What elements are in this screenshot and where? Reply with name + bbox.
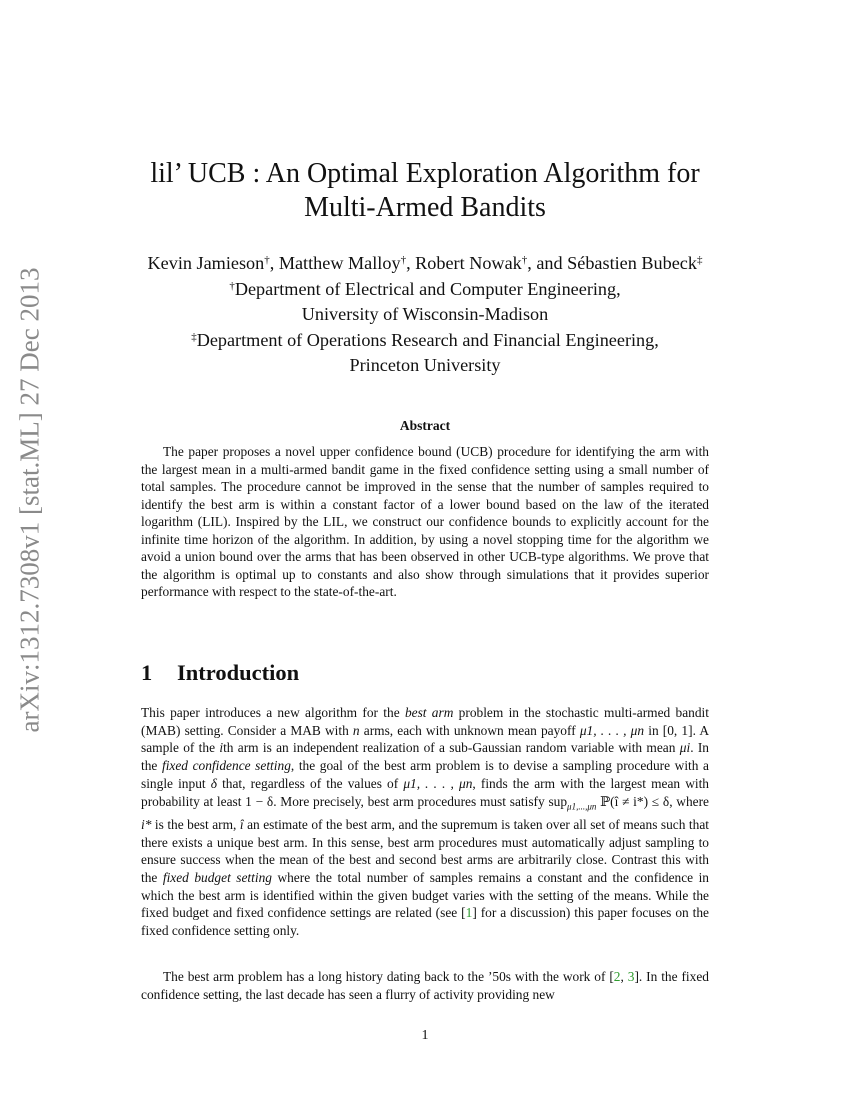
dagger-mark: † [521, 254, 528, 266]
emph-fixed-budget: fixed budget setting [162, 870, 272, 885]
ddagger-mark: ‡ [191, 330, 197, 343]
author-list [100, 251, 750, 277]
arxiv-identifier: arXiv:1312.7308v1 [stat.ML] 27 Dec 2013 [14, 267, 45, 733]
page-number: 1 [421, 1028, 429, 1043]
arxiv-sidebar [8, 267, 52, 733]
author-nowak: , Robert Nowak [406, 253, 522, 273]
emph-fixed-confidence: fixed confidence setting [161, 758, 291, 774]
author-malloy: , Matthew Malloy [269, 253, 401, 273]
author-bubeck: , and Sébastien Bubeck [527, 253, 697, 273]
affiliation-2-line-2: Princeton University [349, 355, 501, 375]
citation-link-2[interactable]: 2 [613, 969, 621, 984]
title-line-1: lil’ UCB : An Optimal Exploration Algorithm for [150, 158, 700, 189]
emph-best-arm: best arm [404, 705, 454, 720]
author-block [100, 251, 750, 379]
title-line-2: Multi-Armed Bandits [304, 192, 546, 223]
ddagger-mark: ‡ [696, 254, 703, 266]
intro-paragraph-1: This paper introduces a new algorithm for the best arm problem in the stochastic multi-armed bandit (MAB) setting. Consider a MAB with n arms, each with unknown mean payoff μ1, . . . , μn in [0, 1]. A sample of the ith arm is an independent realization of a sub-Gaussian random variable with mean μi. In the fixed confidence setting, the goal of the best arm problem is to devise a sampling procedure with a single input δ that, regardless of the values of μ1, . . . , μn, finds the arm with the largest mean with probability at least 1 − δ. More precisely, best arm procedures must satisfy sup$_{\mu 1,...,\mu n}$ ℙ(î ≠ i*) ≤ δ, where i* is the best arm, î an estimate of the best arm, and the supremum is taken over all set of means such that there exists a unique best arm. In this sense, best arm procedures must automatically adjust sampling to ensure success when the mean of the best and second best arms are arbitrarily close. Contrast this with the fixed budget setting where the total number of samples remains a constant and the confidence in which the best arm is identified within the given budget varies with the setting of the means. While the fixed budget and fixed confidence settings are related (see [1] for a discussion) this paper focuses on the fixed confidence setting only. [141, 705, 710, 939]
section-heading-introduction [141, 660, 299, 686]
affiliation-1-line-2: University of Wisconsin-Madison [301, 304, 549, 324]
dagger-mark: † [264, 254, 270, 266]
affiliation-2-line-1: Department of Operations Research and Financial Engineering, [196, 329, 659, 350]
section-number: 1 [141, 660, 153, 685]
affiliation-1 [100, 277, 750, 303]
dagger-mark: † [400, 254, 407, 266]
citation-link-1[interactable]: 1 [465, 905, 473, 921]
affiliation-2 [100, 328, 750, 354]
intro-paragraph-2: The best arm problem has a long history dating back to the ’50s with the work of [2, 3]. In the fixed confidence setting, the last decade has seen a flurry of activity providing new [141, 969, 709, 1002]
abstract-text: The paper proposes a novel upper confidence bound (UCB) procedure for identifying the arm with the largest mean in a multi-armed bandit game in the fixed confidence setting using a small number of total samples. The procedure cannot be improved in the sense that the number of samples required to identify the best arm is within a constant factor of a lower bound based on the law of the iterated logarithm (LIL). Inspired by the LIL, we construct our confidence bounds to explicitly account for the infinite time horizon of the algorithm. In addition, by using a novel stopping time for the algorithm we avoid a union bound over the arms that has been observed in other UCB-type algorithms. We prove that the algorithm is optimal up to constants and also show through simulations that it provides superior performance with respect to the state-of-the-art. [141, 444, 709, 599]
abstract-heading: Abstract [399, 418, 451, 433]
paper-title [100, 157, 750, 225]
author-jamieson: Kevin Jamieson [147, 253, 265, 273]
dagger-mark: † [229, 279, 235, 292]
citation-link-3[interactable]: 3 [627, 969, 635, 984]
affiliation-1-line-1: Department of Electrical and Computer Engineering, [234, 278, 621, 299]
section-title: Introduction [177, 660, 300, 685]
